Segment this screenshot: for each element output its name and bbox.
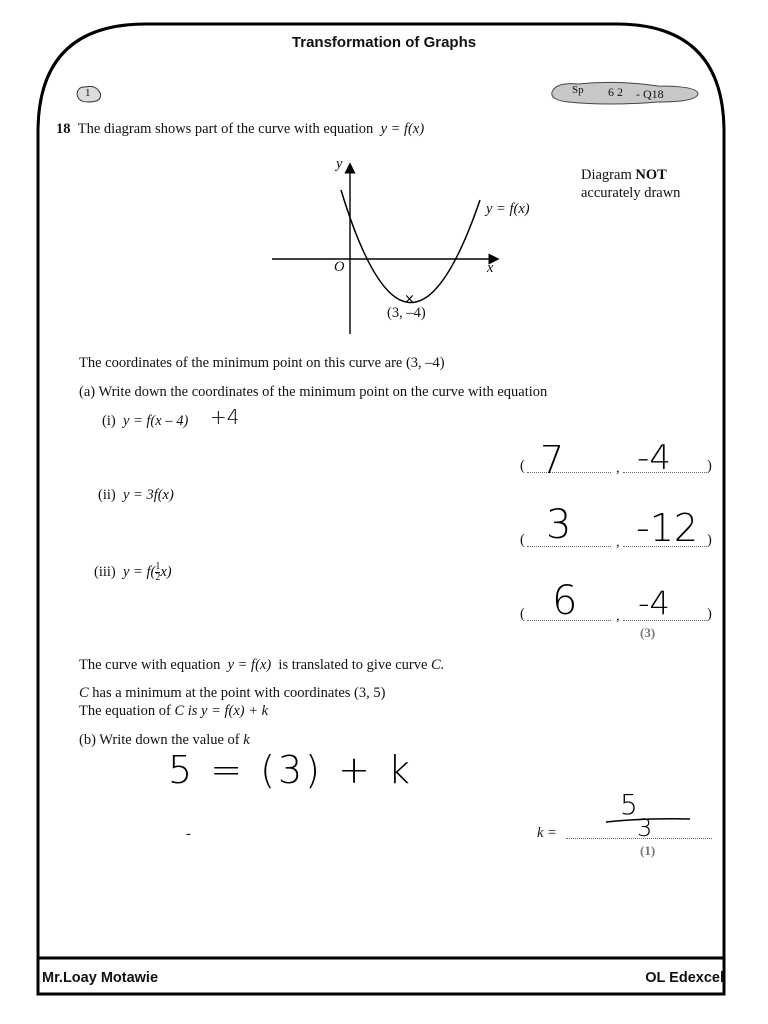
footer-author: Mr.Loay Motawie [42,970,159,986]
part-b-line [79,732,250,749]
footer-board: OL Edexcel [645,970,724,986]
diagram-note-line2: accurately drawn [581,185,681,201]
min-point-cross: × [404,292,415,307]
answer-ii-open: ( [520,532,525,548]
item-i-eq: y = f(x – 4) [122,413,189,429]
item-iii-frac-num: 1 [155,561,161,572]
part-b-working: 5 = (3) + k [168,748,414,792]
c-min-line [79,685,385,702]
page-title: Transformation of Graphs [291,34,477,51]
part-b-label: (b) [79,732,96,748]
answer-i-open: ( [520,458,525,474]
c-letter: C [79,685,89,701]
parabola-curve [341,190,480,303]
c-eq-line [79,703,268,720]
part-a-marks: (3) [640,625,656,640]
y-axis-label: y [336,156,343,172]
curve-label: y = f(x) [486,201,530,217]
translation-c: C. [431,657,445,673]
part-a-line [79,384,547,401]
answer-iii-y: -4 [638,584,670,622]
question-number-line [56,121,424,138]
answer-ii-x: 3 [546,502,572,548]
part-b-var: k [243,732,250,748]
min-statement: The coordinates of the minimum point on this curve are (3, –4) [79,355,445,371]
part-a-ii [98,487,174,504]
answer-ii-close: ) [707,532,712,548]
translation-line [79,657,444,674]
item-iii-num: (iii) [94,563,116,580]
badge-paper: Sp [572,84,584,96]
answer-i-comma: , [616,460,620,476]
answer-iii-x: 6 [552,578,578,624]
item-ii-eq: y = 3f(x) [122,487,174,503]
origin-label: O [334,259,345,275]
diagram-note-text: Diagram [581,167,632,183]
min-point-label: (3, –4) [387,305,426,321]
question-intro: The diagram shows part of the curve with equation [77,121,374,137]
part-a-iii [94,562,172,583]
k-answer-den: 3 [637,814,653,842]
badge-pages: 6 2 [608,85,623,99]
item-i-note: +4 [210,405,240,429]
c-eq-text: The equation of [79,703,171,719]
diagram-note-bold: NOT [635,167,667,183]
item-ii-num: (ii) [98,487,116,503]
item-i-num: (i) [102,413,116,429]
question-number: 18 [56,121,71,137]
part-b-marks: (1) [640,843,656,858]
k-answer-label: k = [537,825,557,841]
question-intro-eq: y = f(x) [380,121,425,137]
answer-i-close: ) [707,458,712,474]
translation-text-2: is translated to give curve [278,657,428,673]
answer-iii-comma: , [616,608,620,624]
diagram-note-line1 [581,167,667,184]
c-letter-2: C [174,703,185,719]
item-iii-frac-den: 2 [155,572,161,583]
part-b-text: Write down the value of [99,732,240,748]
part-a-i [102,413,188,430]
answer-i-x: 7 [540,438,565,482]
stray-mark: - [186,826,191,842]
translation-eq: y = f(x) [227,657,272,673]
x-axis-label: x [487,260,494,276]
c-eq: is y = f(x) + k [187,703,269,719]
badge-question: - Q18 [636,87,664,101]
translation-text: The curve with equation [79,657,221,673]
answer-iii-close: ) [707,606,712,622]
badge-left-number: 1 [85,87,91,99]
answer-i-y: -4 [637,438,671,478]
answer-ii-y: -12 [636,506,699,550]
k-answer-num: 5 [620,788,638,821]
part-a-label: (a) [79,384,96,400]
item-iii-eq-prefix: y = f( [123,563,156,580]
answer-ii-comma: , [616,534,620,550]
answer-iii-open: ( [520,606,525,622]
part-a-text: Write down the coordinates of the minimum point on the curve with equation [98,384,548,400]
c-min-text: has a minimum at the point with coordinates (3, 5) [92,685,386,701]
item-iii-eq-suffix: x) [160,563,172,580]
